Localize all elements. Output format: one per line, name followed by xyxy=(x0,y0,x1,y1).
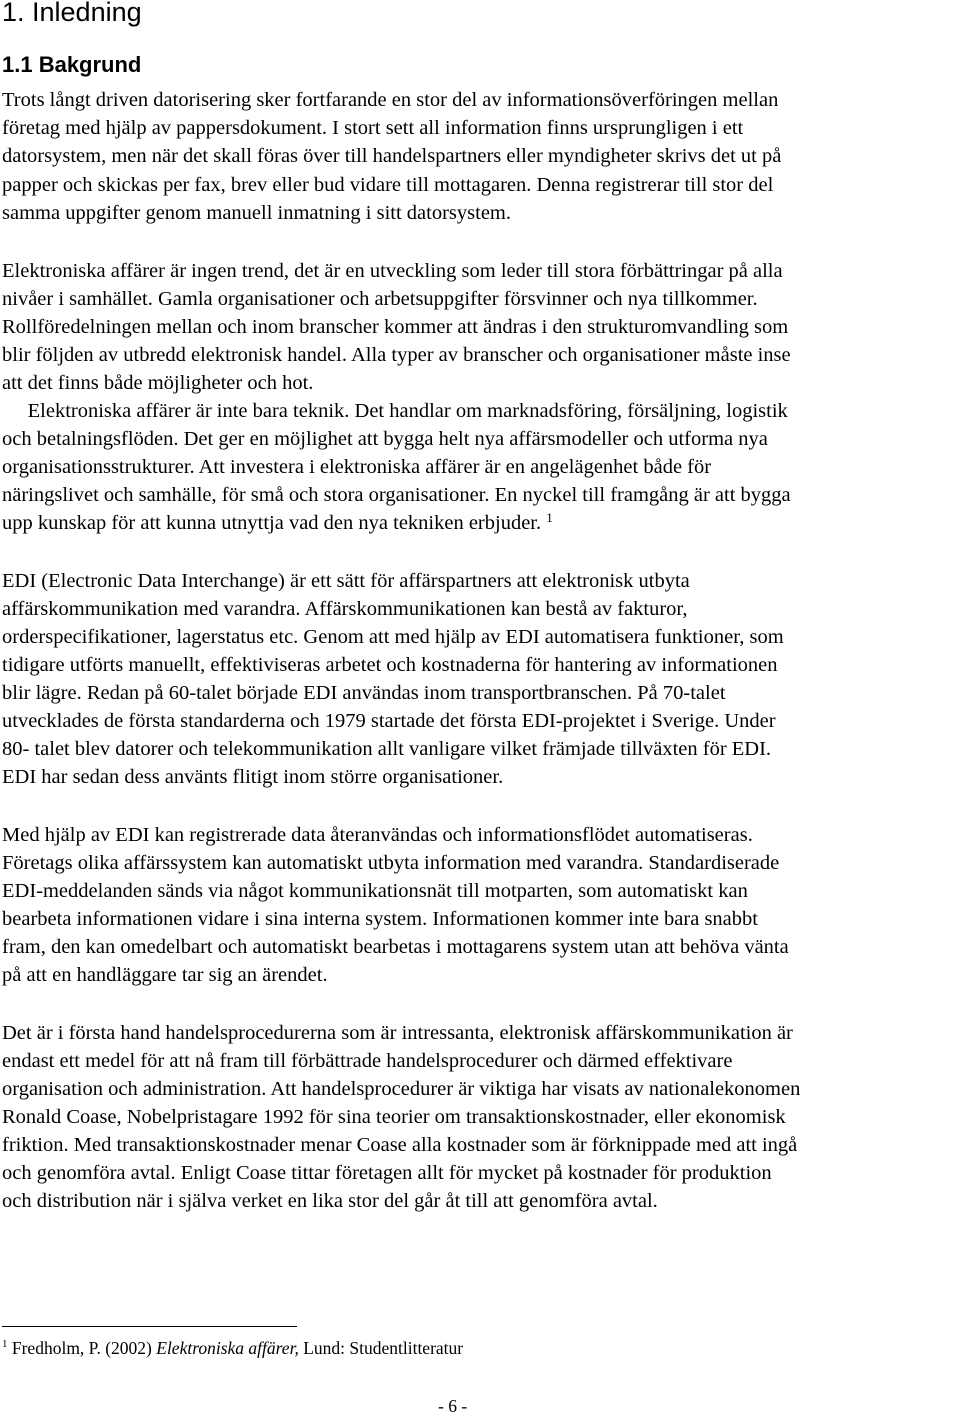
body-line: bearbeta informationen vidare i sina interna system. Informationen kommer inte bara snabbt xyxy=(2,908,758,930)
body-line: på att en handläggare tar sig an ärendet. xyxy=(2,964,328,986)
body-line: papper och skickas per fax, brev eller bud vidare till mottagaren. Denna registrerar till stor del xyxy=(2,174,774,196)
body-line: tidigare utförts manuellt, effektiviseras arbetet och kostnaderna för hantering av informationen xyxy=(2,654,778,676)
body-line: företag med hjälp av pappersdokument. I stort sett all information finns ursprungligen i ett xyxy=(2,117,744,139)
body-line: Ronald Coase, Nobelpristagare 1992 för sina teorier om transaktionskostnader, eller ekonomisk xyxy=(2,1106,786,1128)
body-line: Elektroniska affärer är inte bara teknik. Det handlar om marknadsföring, försäljning, logistik xyxy=(2,400,788,422)
footnote xyxy=(2,1336,463,1360)
body-line: näringslivet och samhälle, för små och stora organisationer. En nyckel till framgång är att bygga xyxy=(2,484,791,506)
body-line: och genomföra avtal. Enligt Coase tittar företagen allt för mycket på kostnader för produktion xyxy=(2,1162,772,1184)
footnote-publisher: Lund: Studentlitteratur xyxy=(298,1338,464,1358)
body-line: friktion. Med transaktionskostnader menar Coase alla kostnader som är förknippade med att ingå xyxy=(2,1134,798,1156)
body-line: nivåer i samhället. Gamla organisationer och arbetsuppgifter försvinner och nya tillkommer. xyxy=(2,288,758,310)
body-line: EDI har sedan dess använts flitigt inom större organisationer. xyxy=(2,766,504,788)
body-line-text: upp kunskap för att kunna utnyttja vad den nya tekniken erbjuder. xyxy=(2,512,547,534)
body-line: Trots långt driven datorisering sker fortfarande en stor del av informationsöverföringen mellan xyxy=(2,89,779,111)
body-line: att det finns både möjligheter och hot. xyxy=(2,372,314,394)
body-line: och distribution när i själva verket en lika stor del går åt till att genomföra avtal. xyxy=(2,1190,658,1212)
body-line: organisationsstrukturer. Att investera i elektroniska affärer är en angelägenhet både för xyxy=(2,456,712,478)
body-line: EDI-meddelanden sänds via något kommunikationsnät till motparten, som automatiskt kan xyxy=(2,880,748,902)
section-heading: 1.1 Bakgrund xyxy=(2,52,142,77)
body-line-with-footnote xyxy=(2,509,553,538)
body-line: och betalningsflöden. Det ger en möjlighet att bygga helt nya affärsmodeller och utforma nya xyxy=(2,428,768,450)
body-line: organisation och administration. Att handelsprocedurer är viktiga har visats av nationalekonomen xyxy=(2,1078,801,1100)
chapter-heading: 1. Inledning xyxy=(2,0,142,27)
body-line: utvecklades de första standarderna och 1979 startade det första EDI-projektet i Sverige. Under xyxy=(2,710,776,732)
body-line: samma uppgifter genom manuell inmatning i sitt datorsystem. xyxy=(2,202,511,224)
body-line: Det är i första hand handelsprocedurerna som är intressanta, elektronisk affärskommunikation är xyxy=(2,1022,793,1044)
footnote-marker: 1 xyxy=(2,1338,8,1350)
body-line: datorsystem, men när det skall föras över till handelspartners eller myndigheter skrivs det ut på xyxy=(2,145,782,167)
body-line: fram, den kan omedelbart och automatiskt bearbetas i mottagarens system utan att behöva vänta xyxy=(2,936,789,958)
page-number: - 6 - xyxy=(438,1396,468,1416)
body-line: orderspecifikationer, lagerstatus etc. Genom att med hjälp av EDI automatisera funktioner, som xyxy=(2,626,784,648)
footnote-reference: 1 xyxy=(546,510,553,525)
body-line: Rollföredelningen mellan och inom branscher kommer att ändras i den strukturomvandling som xyxy=(2,316,789,338)
body-line: Med hjälp av EDI kan registrerade data återanvändas och informationsflödet automatiseras. xyxy=(2,824,753,846)
body-line: 80- talet blev datorer och telekommunikation allt vanligare vilket främjade tillväxten för EDI. xyxy=(2,738,772,760)
body-line: blir följden av utbredd elektronisk handel. Alla typer av branscher och organisationer måste inse xyxy=(2,344,791,366)
body-line: blir lägre. Redan på 60-talet började EDI användas inom transportbranschen. På 70-talet xyxy=(2,682,726,704)
body-line: Elektroniska affärer är ingen trend, det är en utveckling som leder till stora förbättringar på alla xyxy=(2,260,783,282)
body-line: Företags olika affärssystem kan automatiskt utbyta information med varandra. Standardiserade xyxy=(2,852,780,874)
body-line: EDI (Electronic Data Interchange) är ett sätt för affärspartners att elektronisk utbyta xyxy=(2,570,690,592)
footnote-title: Elektroniska affärer, xyxy=(156,1338,299,1358)
body-line: affärskommunikation med varandra. Affärskommunikationen kan bestå av fakturor, xyxy=(2,598,688,620)
body-line: endast ett medel för att nå fram till förbättrade handelsprocedurer och därmed effektivare xyxy=(2,1050,733,1072)
footnote-separator xyxy=(2,1326,297,1327)
footnote-author: Fredholm, P. (2002) xyxy=(7,1338,157,1358)
